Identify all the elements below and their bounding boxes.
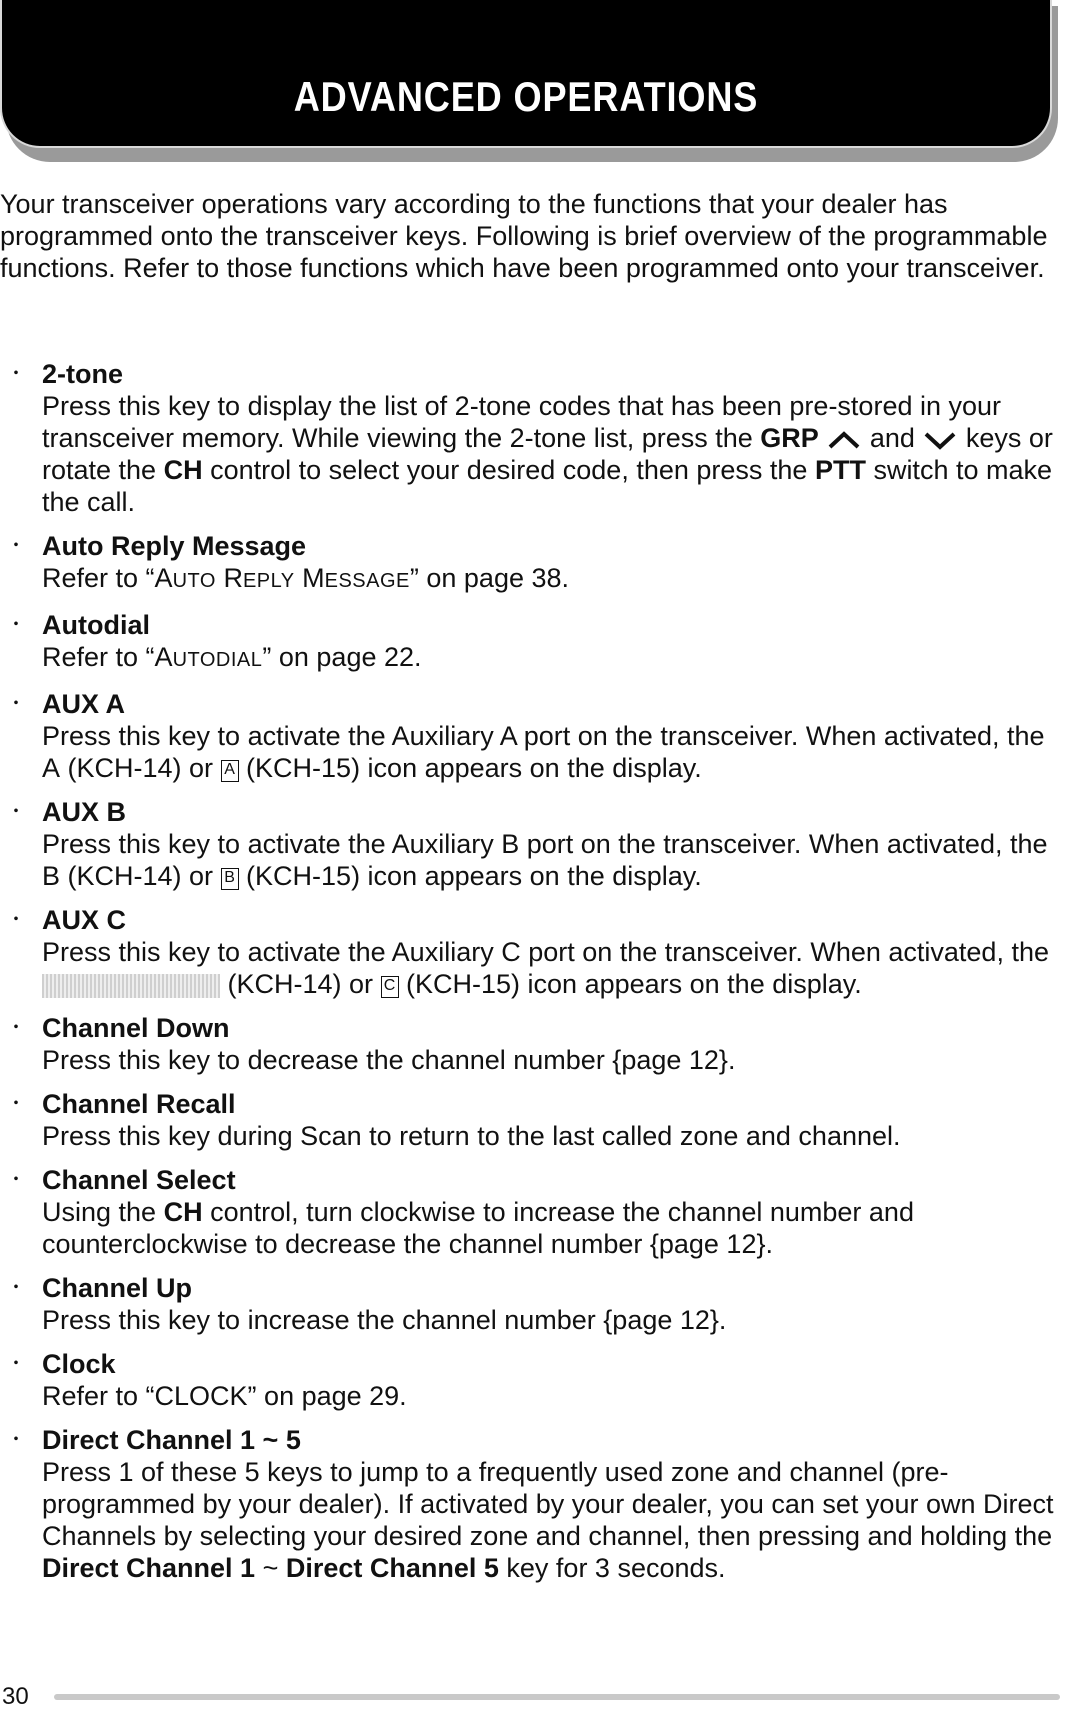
item-body <box>42 562 1066 597</box>
list-item-channel-select <box>0 1164 1066 1260</box>
item-title: AUX B <box>42 797 127 827</box>
body-text: key for 3 seconds. <box>498 1553 726 1583</box>
list-item-2-tone <box>0 358 1066 518</box>
list-item-direct-channel <box>0 1424 1066 1584</box>
body-text: control to select your desired code, then press the <box>202 455 815 485</box>
bullet: ・ <box>6 909 26 931</box>
bullet: ・ <box>6 363 26 385</box>
item-body <box>42 1196 1066 1260</box>
aux-c-boxed-icon: C <box>381 976 399 998</box>
item-title: Channel Recall <box>42 1089 236 1119</box>
item-body: Refer to “CLOCK” on page 29. <box>42 1381 407 1411</box>
body-text: Refer to “ <box>42 563 155 593</box>
body-text: ” on page 38. <box>409 563 570 593</box>
list-item-channel-recall <box>0 1088 1066 1152</box>
body-text: (KCH-14) or <box>60 753 221 783</box>
list-item-channel-up <box>0 1272 1066 1336</box>
item-title: Direct Channel 1 ~ 5 <box>42 1425 301 1455</box>
bullet: ・ <box>6 1277 26 1299</box>
item-title: Clock <box>42 1349 116 1379</box>
body-text: Press this key to activate the Auxiliary A port on the transceiver. When activated, the <box>42 721 1045 751</box>
small-caps-initial: A <box>154 563 173 593</box>
bullet: ・ <box>6 1353 26 1375</box>
list-item-aux-b <box>0 796 1066 892</box>
item-title: Channel Down <box>42 1013 230 1043</box>
bullet: ・ <box>6 1017 26 1039</box>
list-item-aux-c <box>0 904 1066 1000</box>
intro-paragraph: Your transceiver operations vary according to the functions that your dealer has programmed onto the transceiver keys. Following is brief overview of the programmable functions. Refer to those functions which have been programmed onto your transceiver. <box>0 189 1048 283</box>
item-body <box>42 390 1066 518</box>
body-text: (KCH-15) icon appears on the display. <box>238 861 702 891</box>
item-title: AUX C <box>42 905 127 935</box>
bullet: ・ <box>6 1093 26 1115</box>
item-body <box>42 828 1066 892</box>
small-caps-text: UTODIAL <box>172 649 263 671</box>
page-title: ADVANCED OPERATIONS <box>293 73 759 120</box>
bullet: ・ <box>6 1429 26 1451</box>
body-text: (KCH-14) or <box>220 969 381 999</box>
aux-a-icon: A <box>42 753 61 783</box>
chevron-down-icon <box>922 429 958 451</box>
ch-control-label: CH <box>163 455 203 485</box>
list-item-clock <box>0 1348 1066 1412</box>
body-text: (KCH-15) icon appears on the display. <box>238 753 702 783</box>
small-caps-initial: M <box>302 563 325 593</box>
body-text: Press this key to display the list of 2-tone codes that has been pre-stored in your transceiver memory. While viewing the 2-tone list, press the <box>42 391 1002 453</box>
item-title: 2-tone <box>42 359 123 389</box>
list-item-channel-down <box>0 1012 1066 1076</box>
page-number: 30 <box>2 1683 29 1710</box>
body-text: Refer to “ <box>42 642 155 672</box>
item-body <box>42 720 1066 784</box>
body-text: switch to make the call. <box>42 455 1052 517</box>
body-text: Using the <box>42 1197 164 1227</box>
aux-b-boxed-icon: B <box>221 868 239 890</box>
bullet: ・ <box>6 535 26 557</box>
bullet: ・ <box>6 1169 26 1191</box>
small-caps-text: UTO <box>172 570 216 592</box>
ch-control-label: CH <box>163 1197 203 1227</box>
body-text: ” on page 22. <box>262 642 422 672</box>
small-caps-text: EPLY <box>242 570 295 592</box>
body-text: control, turn clockwise to increase the channel number and counterclockwise to decrease the channel number {page 12}. <box>42 1197 914 1259</box>
header-banner <box>0 0 1052 148</box>
item-title: AUX A <box>42 689 126 719</box>
item-body: Press this key during Scan to return to the last called zone and channel. <box>42 1121 901 1151</box>
small-caps-initial: R <box>223 563 243 593</box>
body-text: (KCH-14) or <box>60 861 221 891</box>
aux-b-icon: B <box>42 861 61 891</box>
small-caps-initial: A <box>154 642 173 672</box>
body-text: Press this key to activate the Auxiliary B port on the transceiver. When activated, the <box>42 829 1048 859</box>
grp-key-label: GRP <box>760 423 819 453</box>
body-text: ~ <box>255 1553 286 1583</box>
direct-channel-1-label: Direct Channel 1 <box>42 1553 256 1583</box>
bullet: ・ <box>6 801 26 823</box>
list-item-autodial <box>0 609 1066 676</box>
direct-channel-5-label: Direct Channel 5 <box>285 1553 499 1583</box>
item-body <box>42 1456 1066 1584</box>
bullet: ・ <box>6 614 26 636</box>
item-body <box>42 936 1066 1000</box>
body-text: Press this key to activate the Auxiliary C port on the transceiver. When activated, the <box>42 937 1049 967</box>
list-item-auto-reply-message <box>0 530 1066 597</box>
body-text: (KCH-15) icon appears on the display. <box>398 969 862 999</box>
item-title: Auto Reply Message <box>42 531 307 561</box>
footer-rule <box>54 1694 1060 1700</box>
list-item-aux-a <box>0 688 1066 784</box>
item-body: Press this key to decrease the channel number {page 12}. <box>42 1045 736 1075</box>
body-text: and <box>862 423 923 453</box>
item-title: Channel Up <box>42 1273 193 1303</box>
space <box>295 563 303 593</box>
aux-c-icon-placeholder <box>42 974 220 998</box>
function-list <box>0 358 1066 1596</box>
item-title: Channel Select <box>42 1165 236 1195</box>
item-body <box>42 641 1066 676</box>
body-text: Press 1 of these 5 keys to jump to a frequently used zone and channel (pre-programmed by your dealer). If activated by your dealer, you can set your own Direct Channels by selecting your desired zone and channel, then pressing and holding the <box>42 1457 1054 1551</box>
bullet: ・ <box>6 693 26 715</box>
aux-a-boxed-icon: A <box>221 760 239 782</box>
small-caps-text: ESSAGE <box>324 570 410 592</box>
chevron-up-icon <box>826 429 862 451</box>
ptt-label: PTT <box>814 455 866 485</box>
body-text: keys or rotate the <box>42 423 1053 485</box>
item-title: Autodial <box>42 610 150 640</box>
item-body: Press this key to increase the channel number {page 12}. <box>42 1305 727 1335</box>
